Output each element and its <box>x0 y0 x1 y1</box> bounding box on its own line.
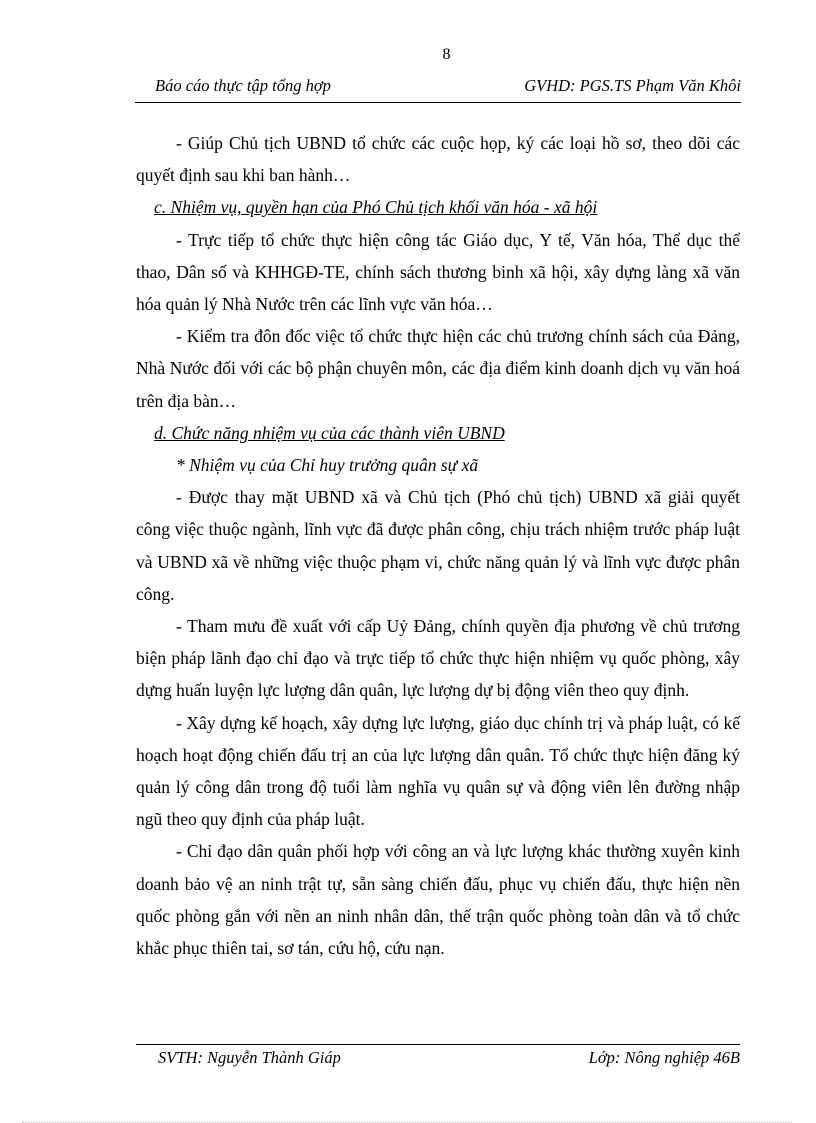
paragraph: - Trực tiếp tổ chức thực hiện công tác Giáo dục, Y tế, Văn hóa, Thể dục thể thao, Dân số và KHHGĐ-TE, chính sách thương binh xã hội, xây dựng làng xã văn hóa quản lý Nhà Nước trên các lĩnh vực văn hóa… <box>136 229 740 315</box>
sub-heading: * Nhiệm vụ của Chỉ huy trưởng quân sự xã <box>176 455 479 476</box>
page-number: 8 <box>442 46 451 63</box>
paragraph: - Tham mưu đề xuất với cấp Uỷ Đảng, chính quyền địa phương về chủ trương biện pháp lãnh đạo chỉ đạo và trực tiếp tổ chức thực hiện nhiệm vụ quốc phòng, xây dựng huấn luyện lực lượng dân quân, lực lượng dự bị động viên theo quy định. <box>136 616 740 701</box>
document-body <box>136 127 740 964</box>
section-heading: c. Nhiệm vụ, quyền hạn của Phó Chủ tịch khối văn hóa - xã hội <box>154 197 598 218</box>
section-heading: d. Chức năng nhiệm vụ của các thành viên UBND <box>154 422 505 443</box>
paragraph: - Xây dựng kế hoạch, xây dựng lực lượng, giáo dục chính trị và pháp luật, có kế hoạch hoạt động chiến đấu trị an của lực lượng dân quân. Tổ chức thực hiện đăng ký quản lý công dân trong độ tuổi làm nghĩa vụ quân sự và động viên lên đường nhập ngũ theo quy định của pháp luật. <box>136 712 740 830</box>
paragraph: - Chỉ đạo dân quân phối hợp với công an và lực lượng khác thường xuyên kinh doanh bảo vệ an ninh trật tự, sẵn sàng chiến đấu, phục vụ chiến đấu, thực hiện nền quốc phòng gắn với nền an ninh nhân dân, thế trận quốc phòng toàn dân và tổ chức khắc phục thiên tai, sơ tán, cứu hộ, cứu nạn. <box>136 841 740 959</box>
page-header <box>135 74 741 103</box>
header-report-title: Báo cáo thực tập tổng hợp <box>155 76 331 95</box>
footer-class: Lớp: Nông nghiệp 46B <box>588 1048 740 1067</box>
paragraph: - Được thay mặt UBND xã và Chủ tịch (Phó chủ tịch) UBND xã giải quyết công việc thuộc ngành, lĩnh vực đã được phân công, chịu trách nhiệm trước pháp luật và UBND xã về những việc thuộc phạm vi, chức năng quản lý và lĩnh vực được phân công. <box>136 487 740 604</box>
paragraph: - Kiểm tra đôn đốc việc tổ chức thực hiện các chủ trương chính sách của Đảng, Nhà Nước đối với các bộ phận chuyên môn, các địa điểm kinh doanh dịch vụ văn hoá trên địa bàn… <box>136 326 740 411</box>
page-footer <box>136 1044 740 1073</box>
header-advisor: GVHD: PGS.TS Phạm Văn Khôi <box>524 76 741 95</box>
footer-student: SVTH: Nguyễn Thành Giáp <box>158 1048 341 1067</box>
paragraph: - Giúp Chủ tịch UBND tổ chức các cuộc họp, ký các loại hồ sơ, theo dõi các quyết định sau khi ban hành… <box>136 133 740 186</box>
